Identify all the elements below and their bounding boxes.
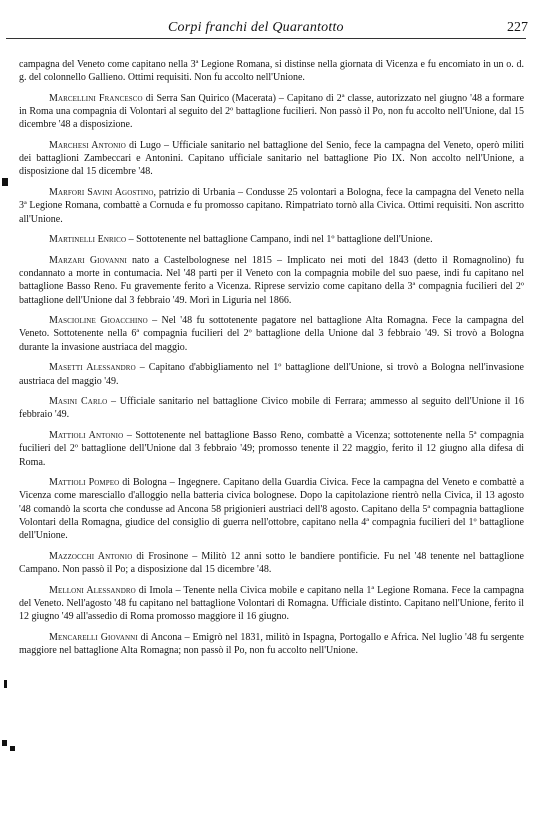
entry-name: Masini Carlo — [49, 396, 108, 408]
running-title: Corpi franchi del Quarantotto — [168, 20, 344, 35]
entry-text: – Sottotenente nel battaglione Campano, indi nel 1º battaglione dell'Unione. — [126, 234, 433, 246]
entry-text: – Nel '48 fu sottotenente pagatore nel battaglione Alta Romagna. Fece la campagna del Veneto. Sottotenente nella 6ª compagnia fucilieri del 2º battaglione della Unione dal 3 febbraio '49. Si trovò a Bologna durante la invasione austriaca del maggio. — [19, 315, 525, 353]
entry-continued — [19, 58, 524, 84]
entry-text: – Ufficiale sanitario nel battaglione Civico mobile di Ferrara; ammesso al seguito dell'Unione il 16 febbraio '49. — [19, 396, 525, 421]
entry — [19, 139, 524, 179]
entry — [19, 476, 524, 542]
scan-mark — [2, 740, 7, 746]
entry-name: Marfori Savini Agostino — [49, 187, 154, 199]
entry-name: Mattioli Pompeo — [49, 477, 120, 489]
entry-name: Mazzocchi Antonio — [49, 550, 133, 562]
entry — [19, 254, 524, 307]
entry-text: di Bologna – Ingegnere. Capitano della Guardia Civica. Fece la campagna del Veneto e combattè a Vicenza come maresciallo d'alloggio nella batteria civica bolognese. Dopo la capitolazione rientrò nella Civica, il 13 agosto '48 comandò la scorta che condusse ad Ancona 58 prigionieri austriaci dell'8 agosto. Capitano della 5ª compagnia battaglione Volontari della Romagna, giudice del consiglio di guerra nell'ottobre, capitano nella 4ª compagnia fucilieri del 1º battaglione dell'Unione. — [19, 477, 525, 542]
entry-name: Mascioline Gioacchino — [49, 315, 148, 327]
entry-name: Mattioli Antonio — [49, 430, 124, 442]
page-number: 227 — [507, 20, 528, 35]
entry-text: – Sottotenente nel battaglione Basso Reno, combattè a Vicenza; sottotenente nella 5ª compagnia fucilieri del 2º battaglione dell'Unione dal 3 febbraio '49; promosso tenente il 22 maggio, ferito il 12 giugno alla difesa di Roma. — [19, 430, 524, 468]
entry-name: Marcellini Francesco — [49, 92, 143, 104]
entry-text: nato a Castelbolognese nel 1815 – Implicato nei moti del 1843 (detto il Romagnolino) fu condannato a morte in contumacia. Nel '48 partì per il Veneto con la compagnia mobile del suo paese, indi fu capitano nel battaglione Basso Reno. Fu gravemente ferito a Vicenza. Riprese servizio come capitano della 3ª compagnia fucilieri del 2º battaglione dell'Unione dal 3 febbraio '49. Morì in Liguria nel 1866. — [19, 254, 524, 306]
entry — [19, 314, 524, 354]
entry-text: di Imola – Tenente nella Civica mobile e capitano nella 1ª Legione Romana. Fece la campagna del Veneto. Nell'agosto '48 fu capitano nel battaglione Volontari di Romagna. Ufficiale distinto. Capitano nell'Unione, ferito il 12 giugno '49 all'assedio di Roma promosso maggiore il 16 giugno. — [19, 584, 524, 623]
entry — [19, 361, 524, 387]
entry-name: Marchesi Antonio — [49, 140, 126, 152]
entry-name: Martinelli Enrico — [49, 234, 127, 246]
entry — [19, 429, 524, 469]
page-header — [24, 18, 528, 40]
entry-text: di Frosinone – Militò 12 anni sotto le bandiere pontificie. Fu nel '48 tenente nel battaglione Campano. Non passò il Po; a disposizione dal 15 dicembre '48. — [19, 550, 524, 575]
entry — [19, 186, 524, 226]
entries-text — [19, 58, 524, 665]
entry-name: Marzari Giovanni — [49, 254, 127, 266]
scan-mark — [10, 746, 15, 751]
entry-text: di Ancona – Emigrò nel 1831, militò in Ispagna, Portogallo e Africa. Nel luglio '48 fu sergente maggiore nel battaglione Alta Romagna; non passò il Po, non fu accolto nell'Unione. — [19, 631, 525, 657]
entry — [19, 584, 524, 624]
entry-text: , patrizio di Urbania – Condusse 25 volontari a Bologna, fece la campagna del Veneto nella 3ª Legione Romana, combattè a Cornuda e fu promosso capitano. Rimpatriato tornò alla Civica. Ottimi requisiti. Non ascritto all'Unione. — [19, 187, 524, 225]
scan-mark — [2, 178, 8, 186]
header-rule — [6, 38, 526, 39]
entry-text: – Capitano d'abbigliamento nel 1º battaglione dell'Unione, si trovò a Bologna nell'invasione austriaca del maggio '49. — [19, 362, 524, 387]
entry-name: Mencarelli Giovanni — [49, 631, 138, 643]
entry-text: di Lugo – Ufficiale sanitario nel battaglione del Senio, fece la campagna del Veneto, operò militi dei battaglioni Zambeccari e Antonini. Capitano ufficiale sanitario nel battaglione Pio IX. Non accolto nell'Unione, a disposizione dal 15 dicembre '48. — [19, 140, 525, 178]
entry-text: di Serra San Quirico (Macerata) – Capitano di 2ª classe, autorizzato nel giugno '48 a formare in Roma una compagnia di Volontari al seguito del 2º battaglione fucilieri. Non passò il Po, non fu accolto nell'Unione, dal 15 dicembre '48 a disposizione. — [19, 92, 525, 131]
entry — [19, 395, 524, 421]
entry-name: Masetti Alessandro — [49, 362, 136, 374]
entry-text: campagna del Veneto come capitano nella 3ª Legione Romana, si distinse nella giornata di Vicenza e fu encomiato in un o. d. g. del colonnello Gallieno. Ottimi requisiti. Non fu accolto nell'Unione. — [19, 59, 524, 84]
entry — [19, 550, 524, 576]
scan-mark — [4, 680, 7, 688]
entry-name: Melloni Alessandro — [49, 584, 136, 596]
entry — [19, 233, 524, 246]
entry — [19, 631, 524, 657]
entry — [19, 92, 524, 132]
